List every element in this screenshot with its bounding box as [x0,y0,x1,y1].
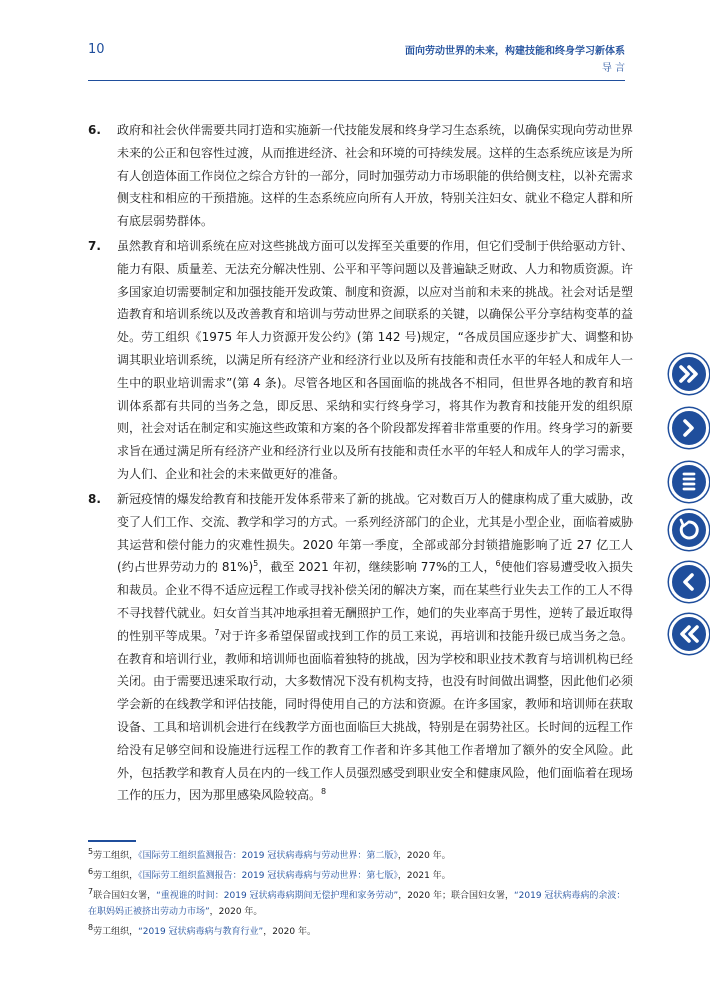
text-segment: 使他们容易遭受收入损失和裁员。企业不得不适应远程工作或寻找补偿关闭的解决方案，而在某些行业失去工作的工人不得不寻找替代就业。妇女首当其冲地承担着无酬照护工作，她们的失业率高于男性，逆转了最近取得的性别平等成果。 [117,560,634,643]
text-segment: 新冠疫情的爆发给教育和技能开发体系带来了新的挑战。它对数百万人的健康构成了重大威胁，改变了人们工作、交流、教学和学习的方式。一系列经济部门的企业，尤其是小型企业，面临着威胁其运营和偿付能力的灾难性损失。2020 年第一季度，全部或部分封锁措施影响了近 27 亿工人(约占世界劳动力的 81%) [117,492,634,575]
footnotes [88,848,628,944]
footnote-text: ，2020 年；联合国妇女署， [398,891,514,901]
footnote-text: ，2020 年。 [209,907,263,917]
footnote-link[interactable]: 《国际劳工组织监测报告：2019 冠状病毒病与劳动世界：第二版》 [138,851,398,861]
footnote-ref[interactable]: 7 [214,627,220,637]
table-of-contents-icon [672,465,706,499]
previous-icon [672,565,706,599]
footnote-text: ，2021 年。 [397,871,451,881]
header-divider [88,80,625,81]
footnote-8 [88,924,628,940]
fast-rewind-button[interactable] [669,614,709,654]
paragraph-6 [88,119,633,233]
paragraph-number: 6. [88,123,101,137]
paragraph-number: 8. [88,492,101,506]
footnote-link[interactable]: 《国际劳工组织监测报告：2019 冠状病毒病与劳动世界：第七版》 [138,871,398,881]
document-title: 面向劳动世界的未来，构建技能和终身学习新体系 [405,46,625,57]
footnote-text: ，2020 年。 [397,851,451,861]
paragraph-text [117,488,633,807]
footnote-text: 劳工组织， [93,851,139,861]
fast-forward-icon [672,357,706,391]
footnote-mark: 8 [88,923,94,932]
footnote-ref[interactable]: 6 [495,559,501,569]
paragraph-8 [88,488,633,807]
previous-page-button[interactable] [669,562,709,602]
page-number: 10 [88,42,105,57]
paragraph-number: 7. [88,239,101,253]
footnote-link[interactable]: “重视谁的时间：2019 冠状病毒病期间无偿护理和家务劳动” [156,891,399,901]
paragraph-text: 政府和社会伙伴需要共同打造和实施新一代技能发展和终身学习生态系统，以确保实现向劳动世界未来的公正和包容性过渡，从而推进经济、社会和环境的可持续发展。这样的生态系统应该是为所有人创造体面工作岗位之综合方针的一部分，同时加强劳动力市场职能的供给侧支柱，以补充需求侧支柱和相应的干预措施。这样的生态系统应向所有人开放，特别关注妇女、就业不稳定人群和所有底层弱势群体。 [117,123,634,229]
footnote-link[interactable]: “2019 冠状病毒病的余波：在职妈妈正被挤出劳动力市场” [88,891,626,917]
fast-forward-button[interactable] [669,354,709,394]
footnote-text: 联合国妇女署， [93,891,157,901]
section-label: 导 言 [601,63,625,74]
paragraph-text: 虽然教育和培训系统在应对这些挑战方面可以发挥至关重要的作用，但它们受制于供给驱动方针、能力有限、质量差、无法充分解决性别、公平和平等问题以及普遍缺乏财政、人力和物质资源。许多国家迫切需要制定和加强技能开发政策、制度和资源，以应对当前和未来的挑战。社会对话是塑造教育和培训系统以及改善教育和培训与劳动世界之间联系的关键，以确保公平分享结构变革的益处。劳工组织《1975 年人力资源开发公约》(第 142 号)规定，“各成员国应逐步扩大、调整和协调其职业培训系统，以满足所有经济产业和经济行业以及所有技能和责任水平的年轻人和成年人一生中的职业培训需求”(第 4 条)。尽管各地区和各国面临的挑战各不相同，但世界各地的教育和培训体系都有共同的当务之急，即反思、采纳和实行终身学习，将其作为教育和技能开发的组织原则，社会对话在制定和实施这些政策和方案的各个阶段都发挥着非常重要的作用。终身学习的新要求旨在通过满足所有经济产业和经济行业以及所有技能和责任水平的年轻人和成年人的学习需求，为人们、企业和社会的未来做更好的准备。 [117,239,634,481]
footnote-5 [88,848,628,864]
return-icon [672,513,706,547]
fast-rewind-icon [672,617,706,651]
text-segment: 对于许多希望保留或找到工作的员工来说，再培训和技能升级已成当务之急。在教育和培训行业，教师和培训师也面临着独特的挑战，因为学校和职业技术教育与培训机构已经关闭。由于需要迅速采取行动，大多数情况下没有机构支持，也没有时间做出调整，因此他们必须学会新的在线教学和评估技能，同时得使用自己的方法和资源。在许多国家，教师和培训师在获取设备、工具和培训机会进行在线教学方面也面临巨大挑战，特别是在弱势社区。长时间的远程工作给没有足够空间和设施进行远程工作的教育工作者和许多其他工作者增加了额外的安全风险。此外，包括教学和教育人员在内的一线工作人员强烈感受到职业安全和健康风险，他们面临着在现场工作的压力，因为那里感染风险较高。 [117,628,634,803]
footnote-mark: 5 [88,847,94,856]
footnote-7 [88,888,628,920]
footnote-mark: 7 [88,887,94,896]
text-segment: ，截至 2021 年初，继续影响 77%的工人， [258,560,496,575]
footnote-mark: 6 [88,867,94,876]
paragraph-7 [88,235,633,486]
footnote-6 [88,868,628,884]
table-of-contents-button[interactable] [669,462,709,502]
footnote-text: ，2020 年。 [263,927,316,937]
return-button[interactable] [669,510,709,550]
footnote-ref[interactable]: 8 [321,787,327,797]
next-icon [672,411,706,445]
footnote-link[interactable]: “2019 冠状病毒病与教育行业” [138,927,264,937]
footnote-text: 劳工组织， [93,871,139,881]
footnote-divider [88,840,136,842]
footnote-ref[interactable]: 5 [253,559,259,569]
footnote-text: 劳工组织， [93,927,139,937]
next-page-button[interactable] [669,408,709,448]
